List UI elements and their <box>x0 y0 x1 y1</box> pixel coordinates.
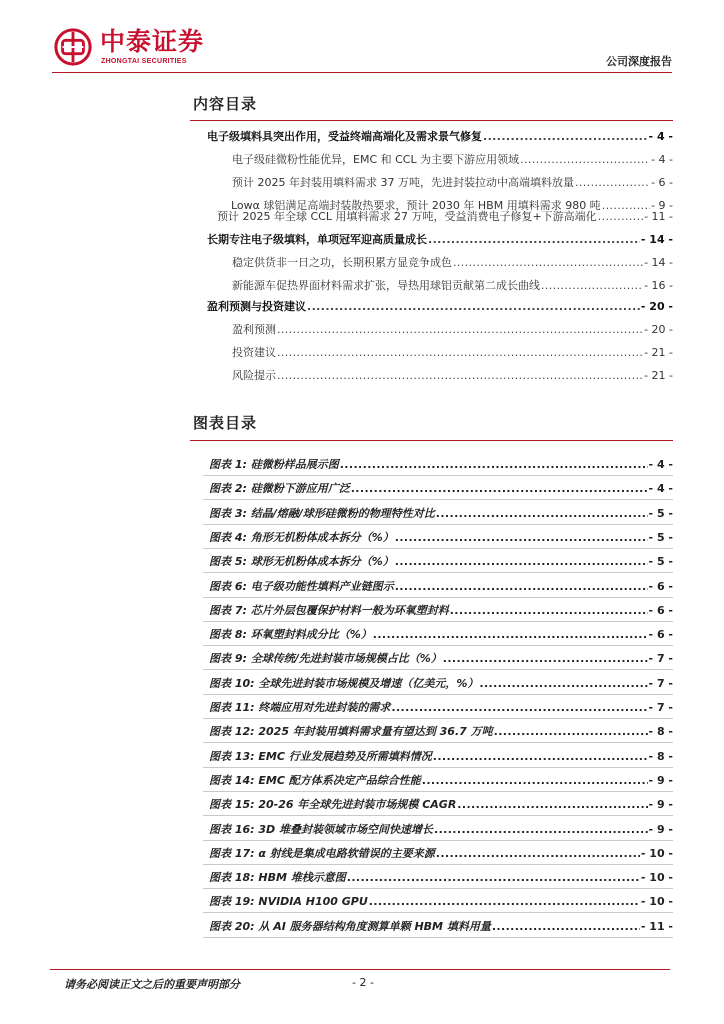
figure-list-item[interactable] <box>209 505 673 523</box>
figure-item-title: 图表 5: 球形无机粉体成本拆分（%） <box>209 555 394 568</box>
figure-item-title: 图表 11: 终端应用对先进封装的需求 <box>209 701 391 714</box>
figure-list-item[interactable] <box>209 869 673 887</box>
footer-divider <box>50 969 670 970</box>
toc-item-title: 新能源车促热界面材料需求扩张，导热用球铝贡献第二成长曲线 <box>232 279 540 292</box>
toc-leader-dots <box>598 210 643 223</box>
figure-item-title: 图表 8: 环氧塑封料成分比（%） <box>209 628 372 641</box>
figure-item-page: - 8 - <box>648 750 673 763</box>
figure-item-page: - 5 - <box>648 531 673 544</box>
figure-row-divider <box>203 718 673 719</box>
figure-item-page: - 6 - <box>648 604 673 617</box>
figure-item-title: 图表 9: 全球传统/先进封装市场规模占比（%） <box>209 652 442 665</box>
figure-item-page: - 7 - <box>648 701 673 714</box>
figure-item-title: 图表 18: HBM 堆栈示意图 <box>209 871 346 884</box>
toc-item-title: 长期专注电子级填料，单项冠军迎高质量成长 <box>207 233 427 246</box>
toc-leader-dots <box>541 279 643 292</box>
figure-leader-dots <box>340 458 648 471</box>
toc-item-page: - 4 - <box>648 130 673 143</box>
toc-item-page: - 21 - <box>644 346 673 359</box>
figure-list-item[interactable] <box>209 918 673 936</box>
figure-item-page: - 6 - <box>648 580 673 593</box>
figure-item-title: 图表 7: 芯片外层包覆保护材料一般为环氧塑封料 <box>209 604 449 617</box>
figure-item-title: 图表 17: α 射线是集成电路软错误的主要来源 <box>209 847 435 860</box>
company-logo <box>54 26 244 72</box>
figure-item-title: 图表 4: 角形无机粉体成本拆分（%） <box>209 531 394 544</box>
figure-item-title: 图表 19: NVIDIA H100 GPU <box>209 895 368 908</box>
disclaimer-note: 请务必阅读正文之后的重要声明部分 <box>64 978 240 991</box>
figure-item-title: 图表 1: 硅微粉样品展示图 <box>209 458 339 471</box>
figure-item-title: 图表 12: 2025 年封装用填料需求量有望达到 36.7 万吨 <box>209 725 493 738</box>
toc-leader-dots <box>277 346 643 359</box>
toc-leader-dots <box>277 323 643 336</box>
toc-leader-dots <box>520 153 650 166</box>
toc-item-page: - 6 - <box>651 176 673 189</box>
figure-row-divider <box>203 475 673 476</box>
toc-subsection-item[interactable] <box>232 321 673 339</box>
figure-row-divider <box>203 694 673 695</box>
figure-leader-dots <box>443 652 648 665</box>
figure-item-page: - 8 - <box>648 725 673 738</box>
figure-item-title: 图表 13: EMC 行业发展趋势及所需填料情况 <box>209 750 432 763</box>
figure-list-item[interactable] <box>209 796 673 814</box>
figure-list-item[interactable] <box>209 699 673 717</box>
figure-list-item[interactable] <box>209 480 673 498</box>
figure-leader-dots <box>436 847 640 860</box>
toc-leader-dots <box>453 256 643 269</box>
figure-leader-dots <box>347 871 640 884</box>
figure-list-item[interactable] <box>209 529 673 547</box>
figure-row-divider <box>203 524 673 525</box>
figure-row-divider <box>203 888 673 889</box>
figure-leader-dots <box>436 507 648 520</box>
figure-leader-dots <box>494 725 648 738</box>
figure-item-title: 图表 3: 结晶/熔融/球形硅微粉的物理特性对比 <box>209 507 435 520</box>
toc-subsection-item[interactable] <box>232 174 673 192</box>
toc-item-title: 电子级填料具突出作用，受益终端高端化及需求景气修复 <box>207 130 482 143</box>
toc-item-title: 稳定供货非一日之功，长期积累方显竞争成色 <box>232 256 452 269</box>
toc-item-title: Lowα 球铝满足高端封装散热要求，预计 2030 年 HBM 用填料需求 980 吨 <box>231 199 601 212</box>
toc-item-page: - 9 - <box>651 199 673 212</box>
figure-list-item[interactable] <box>209 553 673 571</box>
toc-section-item[interactable] <box>207 298 673 316</box>
figure-item-page: - 10 - <box>640 847 673 860</box>
figure-list-item[interactable] <box>209 821 673 839</box>
toc-subsection-item[interactable] <box>217 208 673 226</box>
figure-item-title: 图表 6: 电子级功能性填料产业链图示 <box>209 580 394 593</box>
toc-item-page: - 11 - <box>644 210 673 223</box>
toc-section-item[interactable] <box>207 128 673 146</box>
toc-item-title: 预计 2025 年全球 CCL 用填料需求 27 万吨，受益消费电子修复+下游高端化 <box>217 210 597 223</box>
toc-item-page: - 20 - <box>640 300 673 313</box>
figure-row-divider <box>203 645 673 646</box>
figure-row-divider <box>203 937 673 938</box>
report-type-label: 公司深度报告 <box>606 55 672 68</box>
company-name-cn: 中泰证券 <box>100 27 205 56</box>
toc-item-page: - 4 - <box>651 153 673 166</box>
figure-item-title: 图表 16: 3D 堆叠封装领域市场空间快速增长 <box>209 823 433 836</box>
figure-row-divider <box>203 815 673 816</box>
figure-leader-dots <box>395 580 648 593</box>
figure-row-divider <box>203 767 673 768</box>
figure-item-page: - 9 - <box>648 798 673 811</box>
figure-list-item[interactable] <box>209 748 673 766</box>
toc-item-title: 风险提示 <box>232 369 276 382</box>
figure-list-item[interactable] <box>209 893 673 911</box>
figure-list-item[interactable] <box>209 772 673 790</box>
figure-row-divider <box>203 548 673 549</box>
figure-list-item[interactable] <box>209 578 673 596</box>
toc-section-item[interactable] <box>207 231 673 249</box>
figure-leader-dots <box>391 701 647 714</box>
toc-leader-dots <box>575 176 650 189</box>
toc-item-title: 盈利预测与投资建议 <box>207 300 306 313</box>
figure-row-divider <box>203 669 673 670</box>
figure-item-page: - 4 - <box>648 482 673 495</box>
figure-row-divider <box>203 791 673 792</box>
figure-row-divider <box>203 597 673 598</box>
figure-row-divider <box>203 499 673 500</box>
figure-list-item[interactable] <box>209 626 673 644</box>
toc-subsection-item[interactable] <box>232 277 673 295</box>
figure-leader-dots <box>351 482 648 495</box>
toc-item-page: - 14 - <box>640 233 673 246</box>
figure-leader-dots <box>492 920 640 933</box>
figure-item-page: - 7 - <box>648 677 673 690</box>
figure-row-divider <box>203 572 673 573</box>
figure-row-divider <box>203 840 673 841</box>
figure-item-title: 图表 15: 20-26 年全球先进封装市场规模 CAGR <box>209 798 457 811</box>
figures-title-rule <box>190 440 673 441</box>
figure-leader-dots <box>369 895 640 908</box>
figure-item-page: - 7 - <box>648 652 673 665</box>
toc-item-page: - 16 - <box>644 279 673 292</box>
figure-leader-dots <box>395 555 648 568</box>
toc-subsection-item[interactable] <box>232 254 673 272</box>
company-name-en: ZHONGTAI SECURITIES <box>101 58 187 65</box>
toc-subsection-item[interactable] <box>232 344 673 362</box>
figure-item-title: 图表 2: 硅微粉下游应用广泛 <box>209 482 350 495</box>
figure-item-page: - 10 - <box>640 895 673 908</box>
figure-leader-dots <box>479 677 647 690</box>
figure-item-page: - 9 - <box>648 823 673 836</box>
figure-row-divider <box>203 621 673 622</box>
toc-item-page: - 14 - <box>644 256 673 269</box>
toc-item-title: 盈利预测 <box>232 323 276 336</box>
header-divider <box>52 72 672 73</box>
toc-leader-dots <box>483 130 648 143</box>
toc-subsection-item[interactable] <box>232 367 673 385</box>
zhongtai-logo-icon <box>54 28 92 66</box>
toc-title-rule <box>190 120 673 121</box>
toc-title: 内容目录 <box>193 95 258 113</box>
figure-item-title: 图表 14: EMC 配方体系决定产品综合性能 <box>209 774 421 787</box>
figure-leader-dots <box>434 823 648 836</box>
page-header <box>0 0 724 80</box>
figure-list-item[interactable] <box>209 602 673 620</box>
toc-item-page: - 20 - <box>644 323 673 336</box>
figure-leader-dots <box>422 774 648 787</box>
figure-item-page: - 6 - <box>648 628 673 641</box>
figure-item-page: - 5 - <box>648 555 673 568</box>
toc-item-title: 投资建议 <box>232 346 276 359</box>
figure-item-title: 图表 20: 从 AI 服务器结构角度测算单颗 HBM 填料用量 <box>209 920 491 933</box>
figure-leader-dots <box>457 798 647 811</box>
figure-item-page: - 11 - <box>640 920 673 933</box>
figure-list-item[interactable] <box>209 723 673 741</box>
toc-leader-dots <box>307 300 640 313</box>
figure-row-divider <box>203 742 673 743</box>
figure-leader-dots <box>433 750 648 763</box>
figure-item-page: - 9 - <box>648 774 673 787</box>
figure-list-item[interactable] <box>209 675 673 693</box>
figure-leader-dots <box>395 531 648 544</box>
figure-item-page: - 4 - <box>648 458 673 471</box>
figure-list-item[interactable] <box>209 650 673 668</box>
toc-leader-dots <box>277 369 643 382</box>
toc-item-title: 预计 2025 年封装用填料需求 37 万吨，先进封装拉动中高端填料放量 <box>232 176 574 189</box>
toc-item-title: 电子级硅微粉性能优异，EMC 和 CCL 为主要下游应用领域 <box>232 153 520 166</box>
figure-row-divider <box>203 912 673 913</box>
figure-list-item[interactable] <box>209 845 673 863</box>
figure-item-title: 图表 10: 全球先进封装市场规模及增速（亿美元，%） <box>209 677 479 690</box>
figure-leader-dots <box>450 604 648 617</box>
figure-row-divider <box>203 864 673 865</box>
toc-subsection-item[interactable] <box>232 151 673 169</box>
toc-leader-dots <box>428 233 640 246</box>
page-number: - 2 - <box>352 976 374 989</box>
figure-item-page: - 10 - <box>640 871 673 884</box>
figure-item-page: - 5 - <box>648 507 673 520</box>
figures-title: 图表目录 <box>193 414 258 432</box>
toc-item-page: - 21 - <box>644 369 673 382</box>
figure-list-item[interactable] <box>209 456 673 474</box>
figure-leader-dots <box>373 628 648 641</box>
